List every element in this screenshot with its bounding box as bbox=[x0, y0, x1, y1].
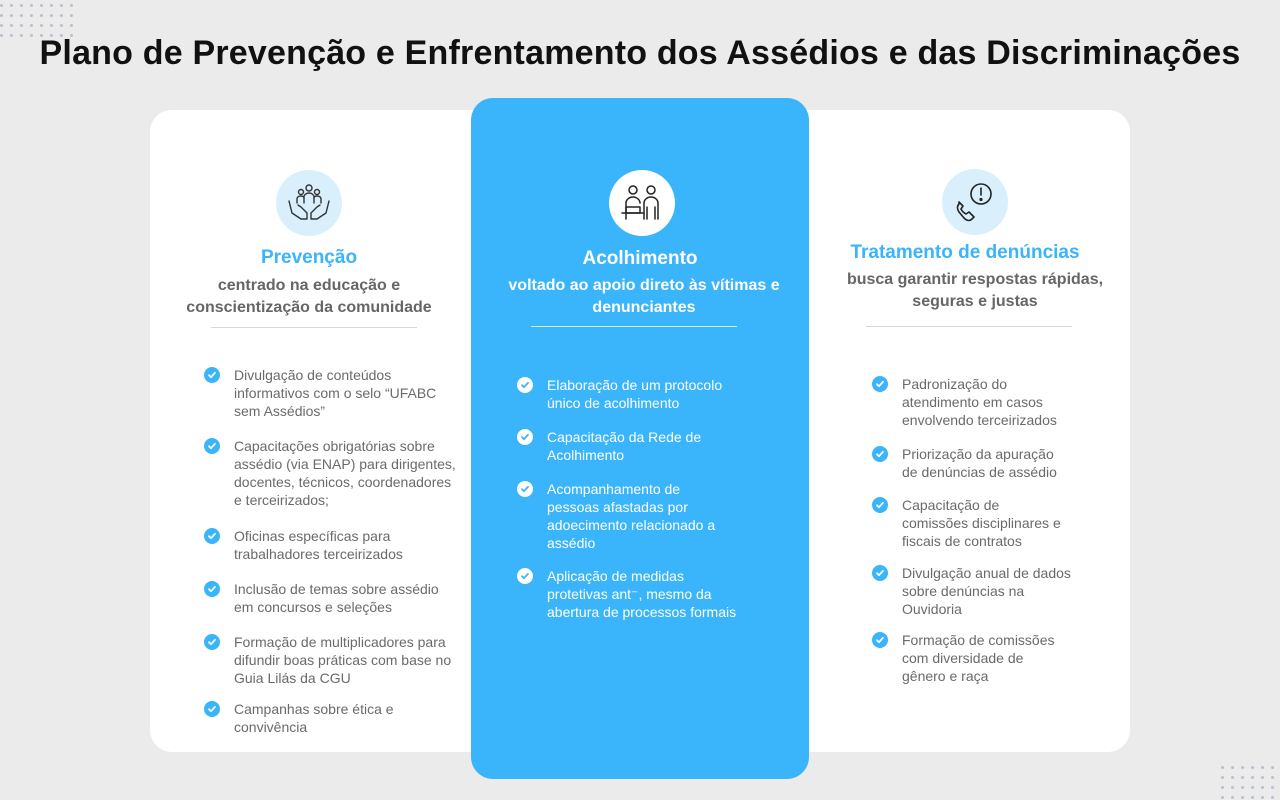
list-item-text bbox=[234, 366, 436, 420]
decorative-dot bbox=[1241, 766, 1244, 769]
check-icon bbox=[204, 528, 220, 544]
decorative-dots-bottom-right bbox=[1221, 766, 1274, 799]
list-item-text bbox=[547, 376, 722, 412]
hands-holding-people-icon bbox=[276, 170, 342, 236]
column-title: Prevenção bbox=[260, 247, 358, 268]
list-item bbox=[872, 564, 1112, 618]
check-icon bbox=[517, 481, 533, 497]
column-subtitle bbox=[830, 269, 1120, 313]
list-item-line: difundir boas práticas com base no bbox=[234, 652, 452, 668]
list-item bbox=[204, 700, 464, 736]
list-item-text bbox=[234, 580, 439, 616]
decorative-dot bbox=[1251, 796, 1254, 799]
decorative-dot bbox=[60, 14, 63, 17]
decorative-dot bbox=[1231, 766, 1234, 769]
column-title: Tratamento de denúncias bbox=[850, 242, 1080, 263]
list-item-line: Padronização do bbox=[902, 376, 1008, 392]
list-item-line: protetivas ant⁻, mesmo da bbox=[547, 586, 712, 602]
decorative-dot bbox=[0, 4, 3, 7]
list-item bbox=[872, 631, 1112, 685]
list-item-line: assédio bbox=[547, 535, 596, 551]
decorative-dot bbox=[1271, 776, 1274, 779]
list-item-line: Formação de comissões bbox=[902, 632, 1055, 648]
list-item-line: Campanhas sobre ética e bbox=[234, 701, 394, 717]
list-item-text bbox=[234, 437, 456, 509]
list-item-line: convivência bbox=[234, 719, 308, 735]
decorative-dot bbox=[70, 14, 73, 17]
list-item bbox=[872, 496, 1112, 550]
list-item-text bbox=[902, 445, 1057, 481]
decorative-dot bbox=[1261, 786, 1264, 789]
list-item-text bbox=[234, 527, 403, 563]
decorative-dot bbox=[1221, 766, 1224, 769]
decorative-dot bbox=[1231, 776, 1234, 779]
decorative-dot bbox=[20, 4, 23, 7]
decorative-dot bbox=[1231, 796, 1234, 799]
decorative-dot bbox=[1251, 766, 1254, 769]
subtitle-line: centrado na educação e bbox=[217, 277, 401, 294]
divider bbox=[866, 326, 1072, 327]
list-item bbox=[204, 527, 464, 563]
check-icon bbox=[872, 497, 888, 513]
decorative-dot bbox=[50, 24, 53, 27]
divider bbox=[531, 326, 737, 327]
list-item-line: Formação de multiplicadores para bbox=[234, 634, 446, 650]
list-item bbox=[517, 567, 757, 621]
decorative-dot bbox=[1251, 776, 1254, 779]
decorative-dot bbox=[30, 24, 33, 27]
list-item-line: Elaboração de um protocolo bbox=[547, 377, 723, 393]
list-item-line: Capacitação da Rede de bbox=[547, 429, 702, 445]
list-item-line: pessoas afastadas por bbox=[547, 499, 688, 515]
subtitle-line: conscientização da comunidade bbox=[186, 299, 432, 316]
check-icon bbox=[517, 377, 533, 393]
people-meeting-icon bbox=[609, 170, 675, 236]
list-item-line: Ouvidoria bbox=[902, 601, 962, 617]
decorative-dot bbox=[1241, 786, 1244, 789]
check-icon bbox=[204, 367, 220, 383]
list-item-line: informativos com o selo “UFABC bbox=[234, 385, 437, 401]
decorative-dot bbox=[1231, 786, 1234, 789]
list-item-line: Acolhimento bbox=[547, 447, 625, 463]
decorative-dot bbox=[1261, 766, 1264, 769]
check-icon bbox=[517, 429, 533, 445]
list-item-line: Oficinas específicas para bbox=[234, 528, 391, 544]
decorative-dot bbox=[1221, 776, 1224, 779]
check-icon bbox=[204, 701, 220, 717]
list-item-text bbox=[902, 564, 1071, 618]
decorative-dots-top-left bbox=[0, 4, 73, 37]
list-item-line: comissões disciplinares e bbox=[902, 515, 1061, 531]
divider bbox=[211, 327, 417, 328]
decorative-dot bbox=[50, 14, 53, 17]
phone-alert-icon bbox=[942, 169, 1008, 235]
list-item bbox=[204, 366, 464, 420]
check-icon bbox=[204, 581, 220, 597]
decorative-dot bbox=[0, 24, 3, 27]
list-item-line: e terceirizados; bbox=[234, 492, 329, 508]
list-item-line: Acompanhamento de bbox=[547, 481, 681, 497]
list-item-line: fiscais de contratos bbox=[902, 533, 1022, 549]
list-item-line: único de acolhimento bbox=[547, 395, 680, 411]
column-title: Acolhimento bbox=[582, 248, 698, 269]
decorative-dot bbox=[1251, 786, 1254, 789]
decorative-dot bbox=[30, 14, 33, 17]
decorative-dot bbox=[1221, 786, 1224, 789]
list-item-text bbox=[547, 567, 736, 621]
decorative-dot bbox=[60, 24, 63, 27]
decorative-dot bbox=[1241, 796, 1244, 799]
decorative-dot bbox=[1261, 776, 1264, 779]
subtitle-line: seguras e justas bbox=[912, 293, 1038, 310]
decorative-dot bbox=[20, 24, 23, 27]
check-icon bbox=[872, 632, 888, 648]
list-item-line: Guia Lilás da CGU bbox=[234, 670, 351, 686]
list-item-line: docentes, técnicos, coordenadores bbox=[234, 474, 452, 490]
list-item-text bbox=[234, 633, 451, 687]
list-item bbox=[204, 633, 464, 687]
list-item-line: envolvendo terceirizados bbox=[902, 412, 1057, 428]
list-item-line: Priorização da apuração bbox=[902, 446, 1054, 462]
decorative-dot bbox=[10, 4, 13, 7]
list-item-line: trabalhadores terceirizados bbox=[234, 546, 403, 562]
list-item-text bbox=[902, 375, 1057, 429]
list-item-line: assédio (via ENAP) para dirigentes, bbox=[234, 456, 456, 472]
column-subtitle bbox=[169, 275, 449, 319]
list-item-line: Capacitação de bbox=[902, 497, 1000, 513]
decorative-dot bbox=[40, 4, 43, 7]
decorative-dot bbox=[1271, 786, 1274, 789]
decorative-dot bbox=[70, 24, 73, 27]
page-title: Plano de Prevenção e Enfrentamento dos Assédios e das Discriminações bbox=[39, 34, 1241, 72]
list-item bbox=[204, 437, 464, 509]
list-item bbox=[872, 445, 1112, 481]
decorative-dot bbox=[40, 24, 43, 27]
list-item-line: com diversidade de bbox=[902, 650, 1024, 666]
list-item-line: Capacitações obrigatórias sobre bbox=[234, 438, 435, 454]
list-item-text bbox=[547, 480, 715, 552]
subtitle-line: busca garantir respostas rápidas, bbox=[846, 271, 1104, 288]
list-item-line: atendimento em casos bbox=[902, 394, 1043, 410]
check-icon bbox=[204, 438, 220, 454]
subtitle-line: denunciantes bbox=[592, 299, 696, 316]
list-item-text bbox=[902, 496, 1061, 550]
decorative-dot bbox=[40, 14, 43, 17]
decorative-dot bbox=[30, 4, 33, 7]
decorative-dot bbox=[1261, 796, 1264, 799]
decorative-dot bbox=[1271, 766, 1274, 769]
list-item bbox=[872, 375, 1112, 429]
check-icon bbox=[872, 376, 888, 392]
list-item bbox=[517, 376, 757, 412]
decorative-dot bbox=[20, 14, 23, 17]
list-item-line: Aplicação de medidas bbox=[547, 568, 684, 584]
list-item-line: Divulgação anual de dados bbox=[902, 565, 1071, 581]
decorative-dot bbox=[1221, 796, 1224, 799]
check-icon bbox=[872, 565, 888, 581]
check-icon bbox=[872, 446, 888, 462]
list-item bbox=[517, 480, 757, 552]
list-item bbox=[517, 428, 757, 464]
list-item-line: gênero e raça bbox=[902, 668, 989, 684]
list-item-text bbox=[234, 700, 394, 736]
list-item-line: em concursos e seleções bbox=[234, 599, 392, 615]
decorative-dot bbox=[10, 24, 13, 27]
decorative-dot bbox=[10, 14, 13, 17]
list-item-line: Inclusão de temas sobre assédio bbox=[234, 581, 439, 597]
column-subtitle bbox=[490, 275, 798, 319]
decorative-dot bbox=[1241, 776, 1244, 779]
list-item-line: adoecimento relacionado a bbox=[547, 517, 716, 533]
check-icon bbox=[517, 568, 533, 584]
list-item-line: de denúncias de assédio bbox=[902, 464, 1057, 480]
list-item-line: abertura de processos formais bbox=[547, 604, 737, 620]
decorative-dot bbox=[70, 4, 73, 7]
subtitle-line: voltado ao apoio direto às vítimas e bbox=[508, 277, 780, 294]
list-item-line: Divulgação de conteúdos bbox=[234, 367, 392, 383]
list-item-line: sem Assédios” bbox=[234, 403, 326, 419]
decorative-dot bbox=[1271, 796, 1274, 799]
decorative-dot bbox=[50, 4, 53, 7]
list-item-text bbox=[547, 428, 701, 464]
decorative-dot bbox=[60, 4, 63, 7]
check-icon bbox=[204, 634, 220, 650]
list-item-line: sobre denúncias na bbox=[902, 583, 1025, 599]
list-item bbox=[204, 580, 464, 616]
decorative-dot bbox=[0, 14, 3, 17]
list-item-text bbox=[902, 631, 1055, 685]
